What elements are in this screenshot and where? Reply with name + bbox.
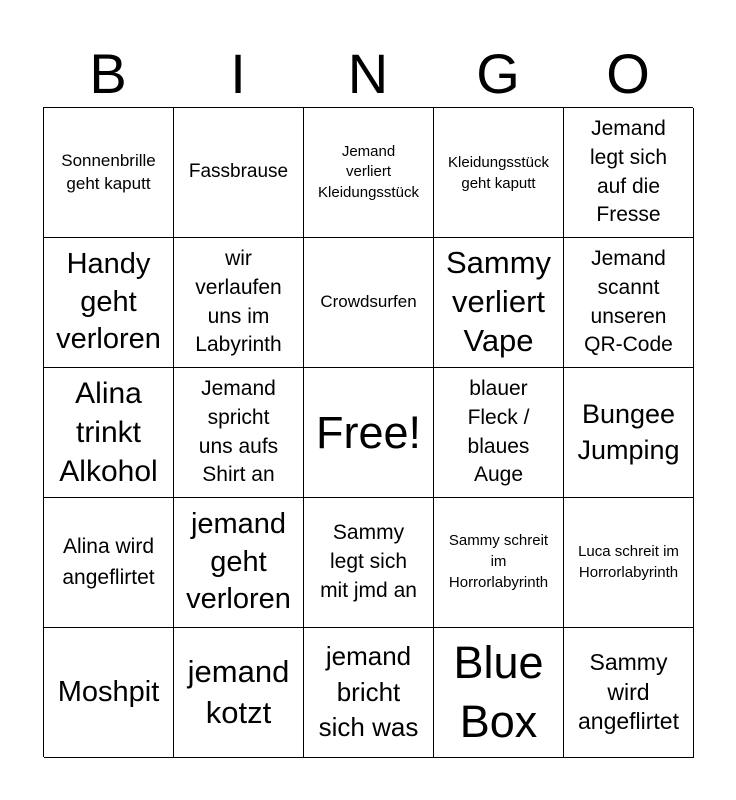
bingo-cell[interactable] bbox=[434, 628, 564, 758]
bingo-cell-label: Jemand verliert Kleidungsstück bbox=[318, 143, 419, 201]
bingo-cell[interactable] bbox=[304, 628, 434, 758]
bingo-cell-label: Fassbrause bbox=[188, 161, 289, 183]
bingo-cell-label: jemand kotzt bbox=[187, 654, 290, 730]
bingo-cell[interactable] bbox=[44, 498, 174, 628]
bingo-cell[interactable] bbox=[44, 368, 174, 498]
bingo-cell[interactable] bbox=[174, 498, 304, 628]
bingo-cell-label: wir verlaufen uns im Labyrinth bbox=[195, 246, 282, 357]
bingo-cell[interactable] bbox=[434, 238, 564, 368]
bingo-cell-label: Bungee Jumping bbox=[577, 399, 680, 465]
bingo-cell-label: Sonnenbrille geht kaputt bbox=[61, 151, 156, 193]
bingo-cell[interactable] bbox=[174, 368, 304, 498]
bingo-cell-label: Sammy schreit im Horrorlabyrinth bbox=[448, 532, 549, 591]
bingo-grid bbox=[43, 107, 693, 757]
header-letter-b: B bbox=[89, 42, 127, 105]
bingo-cell-label: jemand bricht sich was bbox=[318, 640, 419, 743]
bingo-cell[interactable] bbox=[434, 368, 564, 498]
header-letter-g: G bbox=[476, 42, 520, 105]
bingo-cell[interactable] bbox=[564, 628, 694, 758]
bingo-cell[interactable] bbox=[564, 498, 694, 628]
bingo-cell[interactable] bbox=[174, 238, 304, 368]
bingo-cell[interactable] bbox=[304, 238, 434, 368]
bingo-cell-label: Jemand legt sich auf die Fresse bbox=[589, 116, 668, 227]
bingo-cell[interactable] bbox=[304, 108, 434, 238]
bingo-cell[interactable] bbox=[44, 628, 174, 758]
bingo-cell[interactable] bbox=[564, 368, 694, 498]
bingo-cell-label: jemand geht verloren bbox=[186, 507, 291, 616]
header-letter-o: O bbox=[606, 42, 650, 105]
bingo-cell-label: Kleidungsstück geht kaputt bbox=[448, 153, 549, 192]
bingo-cell[interactable] bbox=[44, 238, 174, 368]
bingo-cell-label: Sammy wird angeflirtet bbox=[577, 648, 679, 735]
bingo-cell[interactable] bbox=[174, 628, 304, 758]
bingo-cell[interactable] bbox=[564, 108, 694, 238]
bingo-cell[interactable] bbox=[434, 108, 564, 238]
bingo-header bbox=[43, 42, 693, 106]
bingo-cell-label: Alina trinkt Alkohol bbox=[59, 377, 158, 488]
bingo-cell-label: Luca schreit im Horrorlabyrinth bbox=[578, 542, 679, 581]
bingo-cell-label: Blue Box bbox=[453, 637, 544, 747]
bingo-cell-label: Jemand scannt unseren QR-Code bbox=[584, 246, 673, 357]
bingo-cell[interactable] bbox=[304, 368, 434, 498]
bingo-cell[interactable] bbox=[174, 108, 304, 238]
bingo-cell-label: Jemand spricht uns aufs Shirt an bbox=[198, 376, 279, 487]
header-letter-i: I bbox=[230, 42, 246, 105]
bingo-cell-label: Crowdsurfen bbox=[320, 292, 417, 312]
bingo-cell-label: Alina wird angeflirtet bbox=[62, 535, 155, 589]
bingo-cell-label: Handy geht verloren bbox=[56, 247, 161, 356]
bingo-cell[interactable] bbox=[44, 108, 174, 238]
bingo-cell[interactable] bbox=[564, 238, 694, 368]
bingo-cell[interactable] bbox=[434, 498, 564, 628]
bingo-cell-label: Free! bbox=[315, 406, 422, 458]
bingo-cell-label: Moshpit bbox=[57, 676, 160, 709]
bingo-cell-label: Sammy legt sich mit jmd an bbox=[320, 521, 417, 602]
bingo-cell-label: Sammy verliert Vape bbox=[445, 245, 552, 358]
bingo-cell-label: blauer Fleck / blaues Auge bbox=[467, 376, 530, 487]
bingo-cell[interactable] bbox=[304, 498, 434, 628]
header-letter-n: N bbox=[347, 42, 389, 105]
